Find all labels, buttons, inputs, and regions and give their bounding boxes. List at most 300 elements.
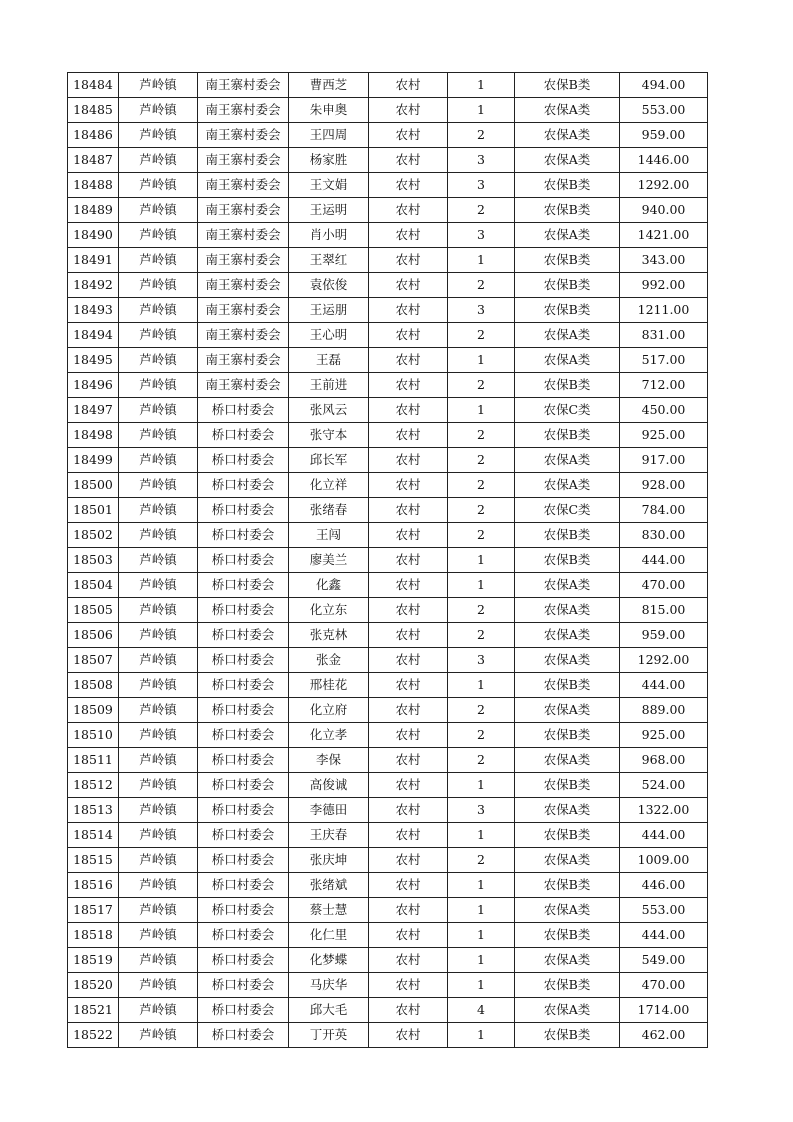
- table-row: [68, 248, 708, 273]
- town-cell: 芦岭镇: [119, 1023, 198, 1048]
- category-cell: 农保B类: [515, 373, 620, 398]
- table-row: [68, 573, 708, 598]
- town-cell: 芦岭镇: [119, 873, 198, 898]
- town-cell: 芦岭镇: [119, 223, 198, 248]
- name-cell: 王文娟: [289, 173, 369, 198]
- village-cell: 桥口村委会: [198, 823, 289, 848]
- amount-cell: 925.00: [620, 723, 708, 748]
- amount-cell: 815.00: [620, 598, 708, 623]
- record-id-cell: 18491: [68, 248, 119, 273]
- area-cell: 农村: [369, 473, 448, 498]
- village-cell: 桥口村委会: [198, 648, 289, 673]
- town-cell: 芦岭镇: [119, 898, 198, 923]
- household-count-cell: 1: [448, 898, 515, 923]
- household-count-cell: 2: [448, 848, 515, 873]
- category-cell: 农保B类: [515, 548, 620, 573]
- category-cell: 农保B类: [515, 1023, 620, 1048]
- category-cell: 农保A类: [515, 223, 620, 248]
- household-count-cell: 1: [448, 673, 515, 698]
- amount-cell: 831.00: [620, 323, 708, 348]
- area-cell: 农村: [369, 748, 448, 773]
- amount-cell: 1009.00: [620, 848, 708, 873]
- area-cell: 农村: [369, 498, 448, 523]
- village-cell: 南王寨村委会: [198, 173, 289, 198]
- table-row: [68, 748, 708, 773]
- category-cell: 农保A类: [515, 748, 620, 773]
- town-cell: 芦岭镇: [119, 823, 198, 848]
- amount-cell: 553.00: [620, 898, 708, 923]
- category-cell: 农保B类: [515, 773, 620, 798]
- table-row: [68, 423, 708, 448]
- village-cell: 桥口村委会: [198, 548, 289, 573]
- record-id-cell: 18494: [68, 323, 119, 348]
- category-cell: 农保A类: [515, 348, 620, 373]
- amount-cell: 1211.00: [620, 298, 708, 323]
- record-id-cell: 18507: [68, 648, 119, 673]
- table-row: [68, 273, 708, 298]
- category-cell: 农保A类: [515, 598, 620, 623]
- amount-cell: 959.00: [620, 623, 708, 648]
- village-cell: 桥口村委会: [198, 698, 289, 723]
- category-cell: 农保A类: [515, 898, 620, 923]
- town-cell: 芦岭镇: [119, 723, 198, 748]
- table-row: [68, 548, 708, 573]
- area-cell: 农村: [369, 348, 448, 373]
- town-cell: 芦岭镇: [119, 298, 198, 323]
- household-count-cell: 2: [448, 323, 515, 348]
- name-cell: 王前进: [289, 373, 369, 398]
- name-cell: 邱长军: [289, 448, 369, 473]
- area-cell: 农村: [369, 723, 448, 748]
- amount-cell: 889.00: [620, 698, 708, 723]
- area-cell: 农村: [369, 998, 448, 1023]
- table-row: [68, 123, 708, 148]
- town-cell: 芦岭镇: [119, 598, 198, 623]
- name-cell: 化梦蝶: [289, 948, 369, 973]
- town-cell: 芦岭镇: [119, 948, 198, 973]
- table-row: [68, 398, 708, 423]
- area-cell: 农村: [369, 773, 448, 798]
- record-id-cell: 18502: [68, 523, 119, 548]
- village-cell: 桥口村委会: [198, 998, 289, 1023]
- category-cell: 农保B类: [515, 923, 620, 948]
- household-count-cell: 4: [448, 998, 515, 1023]
- village-cell: 桥口村委会: [198, 523, 289, 548]
- village-cell: 桥口村委会: [198, 948, 289, 973]
- amount-cell: 1292.00: [620, 173, 708, 198]
- household-count-cell: 3: [448, 298, 515, 323]
- table-row: [68, 898, 708, 923]
- category-cell: 农保A类: [515, 98, 620, 123]
- amount-cell: 444.00: [620, 673, 708, 698]
- amount-cell: 917.00: [620, 448, 708, 473]
- area-cell: 农村: [369, 423, 448, 448]
- record-id-cell: 18493: [68, 298, 119, 323]
- village-cell: 桥口村委会: [198, 398, 289, 423]
- area-cell: 农村: [369, 448, 448, 473]
- record-id-cell: 18492: [68, 273, 119, 298]
- household-count-cell: 2: [448, 448, 515, 473]
- table-row: [68, 673, 708, 698]
- record-id-cell: 18520: [68, 973, 119, 998]
- household-count-cell: 2: [448, 523, 515, 548]
- amount-cell: 549.00: [620, 948, 708, 973]
- area-cell: 农村: [369, 548, 448, 573]
- table-row: [68, 298, 708, 323]
- area-cell: 农村: [369, 173, 448, 198]
- village-cell: 南王寨村委会: [198, 273, 289, 298]
- name-cell: 化立府: [289, 698, 369, 723]
- table-row: [68, 923, 708, 948]
- village-cell: 南王寨村委会: [198, 248, 289, 273]
- household-count-cell: 3: [448, 223, 515, 248]
- area-cell: 农村: [369, 623, 448, 648]
- amount-cell: 940.00: [620, 198, 708, 223]
- table-row: [68, 623, 708, 648]
- village-cell: 南王寨村委会: [198, 98, 289, 123]
- category-cell: 农保A类: [515, 573, 620, 598]
- amount-cell: 1292.00: [620, 648, 708, 673]
- town-cell: 芦岭镇: [119, 248, 198, 273]
- table-row: [68, 973, 708, 998]
- name-cell: 马庆华: [289, 973, 369, 998]
- amount-cell: 925.00: [620, 423, 708, 448]
- area-cell: 农村: [369, 698, 448, 723]
- name-cell: 王庆春: [289, 823, 369, 848]
- table-row: [68, 323, 708, 348]
- name-cell: 王运朋: [289, 298, 369, 323]
- table-row: [68, 823, 708, 848]
- amount-cell: 784.00: [620, 498, 708, 523]
- village-cell: 桥口村委会: [198, 923, 289, 948]
- amount-cell: 830.00: [620, 523, 708, 548]
- name-cell: 王翠红: [289, 248, 369, 273]
- record-id-cell: 18500: [68, 473, 119, 498]
- category-cell: 农保A类: [515, 623, 620, 648]
- town-cell: 芦岭镇: [119, 973, 198, 998]
- area-cell: 农村: [369, 948, 448, 973]
- town-cell: 芦岭镇: [119, 498, 198, 523]
- record-id-cell: 18513: [68, 798, 119, 823]
- village-cell: 桥口村委会: [198, 798, 289, 823]
- category-cell: 农保B类: [515, 173, 620, 198]
- village-cell: 南王寨村委会: [198, 223, 289, 248]
- amount-cell: 992.00: [620, 273, 708, 298]
- record-id-cell: 18489: [68, 198, 119, 223]
- village-cell: 南王寨村委会: [198, 148, 289, 173]
- amount-cell: 494.00: [620, 73, 708, 98]
- table-row: [68, 73, 708, 98]
- category-cell: 农保B类: [515, 823, 620, 848]
- category-cell: 农保A类: [515, 323, 620, 348]
- record-id-cell: 18517: [68, 898, 119, 923]
- area-cell: 农村: [369, 273, 448, 298]
- roster-table: [67, 72, 708, 1048]
- household-count-cell: 2: [448, 423, 515, 448]
- village-cell: 桥口村委会: [198, 623, 289, 648]
- amount-cell: 524.00: [620, 773, 708, 798]
- name-cell: 化立祥: [289, 473, 369, 498]
- amount-cell: 928.00: [620, 473, 708, 498]
- category-cell: 农保B类: [515, 73, 620, 98]
- record-id-cell: 18485: [68, 98, 119, 123]
- area-cell: 农村: [369, 848, 448, 873]
- town-cell: 芦岭镇: [119, 398, 198, 423]
- household-count-cell: 2: [448, 723, 515, 748]
- name-cell: 化立东: [289, 598, 369, 623]
- village-cell: 桥口村委会: [198, 448, 289, 473]
- household-count-cell: 1: [448, 348, 515, 373]
- record-id-cell: 18508: [68, 673, 119, 698]
- name-cell: 朱申奥: [289, 98, 369, 123]
- name-cell: 张金: [289, 648, 369, 673]
- village-cell: 桥口村委会: [198, 423, 289, 448]
- category-cell: 农保A类: [515, 948, 620, 973]
- record-id-cell: 18488: [68, 173, 119, 198]
- category-cell: 农保B类: [515, 673, 620, 698]
- area-cell: 农村: [369, 323, 448, 348]
- amount-cell: 968.00: [620, 748, 708, 773]
- household-count-cell: 3: [448, 173, 515, 198]
- area-cell: 农村: [369, 98, 448, 123]
- table-row: [68, 98, 708, 123]
- town-cell: 芦岭镇: [119, 423, 198, 448]
- town-cell: 芦岭镇: [119, 173, 198, 198]
- area-cell: 农村: [369, 198, 448, 223]
- name-cell: 袁依俊: [289, 273, 369, 298]
- record-id-cell: 18518: [68, 923, 119, 948]
- household-count-cell: 1: [448, 948, 515, 973]
- town-cell: 芦岭镇: [119, 198, 198, 223]
- household-count-cell: 2: [448, 623, 515, 648]
- table-row: [68, 373, 708, 398]
- record-id-cell: 18497: [68, 398, 119, 423]
- name-cell: 邱大毛: [289, 998, 369, 1023]
- household-count-cell: 2: [448, 748, 515, 773]
- category-cell: 农保B类: [515, 973, 620, 998]
- table-row: [68, 348, 708, 373]
- area-cell: 农村: [369, 148, 448, 173]
- area-cell: 农村: [369, 73, 448, 98]
- household-count-cell: 2: [448, 598, 515, 623]
- household-count-cell: 1: [448, 548, 515, 573]
- household-count-cell: 1: [448, 573, 515, 598]
- category-cell: 农保B类: [515, 248, 620, 273]
- category-cell: 农保A类: [515, 848, 620, 873]
- area-cell: 农村: [369, 398, 448, 423]
- village-cell: 桥口村委会: [198, 748, 289, 773]
- area-cell: 农村: [369, 673, 448, 698]
- table-row: [68, 948, 708, 973]
- table-row: [68, 1023, 708, 1048]
- household-count-cell: 1: [448, 973, 515, 998]
- town-cell: 芦岭镇: [119, 473, 198, 498]
- category-cell: 农保A类: [515, 448, 620, 473]
- town-cell: 芦岭镇: [119, 748, 198, 773]
- category-cell: 农保B类: [515, 198, 620, 223]
- amount-cell: 1421.00: [620, 223, 708, 248]
- table-row: [68, 848, 708, 873]
- record-id-cell: 18522: [68, 1023, 119, 1048]
- amount-cell: 343.00: [620, 248, 708, 273]
- amount-cell: 470.00: [620, 973, 708, 998]
- record-id-cell: 18519: [68, 948, 119, 973]
- household-count-cell: 3: [448, 648, 515, 673]
- name-cell: 化鑫: [289, 573, 369, 598]
- area-cell: 农村: [369, 373, 448, 398]
- amount-cell: 470.00: [620, 573, 708, 598]
- record-id-cell: 18486: [68, 123, 119, 148]
- area-cell: 农村: [369, 298, 448, 323]
- household-count-cell: 2: [448, 698, 515, 723]
- village-cell: 南王寨村委会: [198, 373, 289, 398]
- household-count-cell: 1: [448, 773, 515, 798]
- household-count-cell: 2: [448, 123, 515, 148]
- village-cell: 桥口村委会: [198, 573, 289, 598]
- area-cell: 农村: [369, 598, 448, 623]
- name-cell: 王磊: [289, 348, 369, 373]
- record-id-cell: 18499: [68, 448, 119, 473]
- village-cell: 桥口村委会: [198, 473, 289, 498]
- record-id-cell: 18511: [68, 748, 119, 773]
- area-cell: 农村: [369, 523, 448, 548]
- household-count-cell: 1: [448, 73, 515, 98]
- category-cell: 农保A类: [515, 148, 620, 173]
- category-cell: 农保B类: [515, 273, 620, 298]
- name-cell: 杨家胜: [289, 148, 369, 173]
- area-cell: 农村: [369, 248, 448, 273]
- name-cell: 张绪春: [289, 498, 369, 523]
- town-cell: 芦岭镇: [119, 773, 198, 798]
- town-cell: 芦岭镇: [119, 848, 198, 873]
- village-cell: 南王寨村委会: [198, 348, 289, 373]
- village-cell: 桥口村委会: [198, 898, 289, 923]
- area-cell: 农村: [369, 648, 448, 673]
- household-count-cell: 2: [448, 498, 515, 523]
- record-id-cell: 18498: [68, 423, 119, 448]
- name-cell: 曹西芝: [289, 73, 369, 98]
- household-count-cell: 1: [448, 98, 515, 123]
- area-cell: 农村: [369, 898, 448, 923]
- name-cell: 王心明: [289, 323, 369, 348]
- amount-cell: 444.00: [620, 823, 708, 848]
- amount-cell: 462.00: [620, 1023, 708, 1048]
- name-cell: 张克林: [289, 623, 369, 648]
- name-cell: 李保: [289, 748, 369, 773]
- table-row: [68, 173, 708, 198]
- record-id-cell: 18487: [68, 148, 119, 173]
- village-cell: 桥口村委会: [198, 973, 289, 998]
- category-cell: 农保A类: [515, 123, 620, 148]
- town-cell: 芦岭镇: [119, 673, 198, 698]
- amount-cell: 444.00: [620, 923, 708, 948]
- name-cell: 张庆坤: [289, 848, 369, 873]
- table-row: [68, 873, 708, 898]
- name-cell: 王闯: [289, 523, 369, 548]
- category-cell: 农保C类: [515, 498, 620, 523]
- area-cell: 农村: [369, 973, 448, 998]
- household-count-cell: 1: [448, 923, 515, 948]
- area-cell: 农村: [369, 798, 448, 823]
- table-row: [68, 148, 708, 173]
- category-cell: 农保A类: [515, 798, 620, 823]
- category-cell: 农保B类: [515, 523, 620, 548]
- amount-cell: 553.00: [620, 98, 708, 123]
- record-id-cell: 18505: [68, 598, 119, 623]
- household-count-cell: 1: [448, 248, 515, 273]
- record-id-cell: 18490: [68, 223, 119, 248]
- area-cell: 农村: [369, 573, 448, 598]
- name-cell: 邢桂花: [289, 673, 369, 698]
- area-cell: 农村: [369, 1023, 448, 1048]
- category-cell: 农保A类: [515, 648, 620, 673]
- table-row: [68, 723, 708, 748]
- name-cell: 张绪斌: [289, 873, 369, 898]
- town-cell: 芦岭镇: [119, 998, 198, 1023]
- name-cell: 廖美兰: [289, 548, 369, 573]
- village-cell: 南王寨村委会: [198, 123, 289, 148]
- town-cell: 芦岭镇: [119, 348, 198, 373]
- record-id-cell: 18504: [68, 573, 119, 598]
- amount-cell: 444.00: [620, 548, 708, 573]
- category-cell: 农保C类: [515, 398, 620, 423]
- name-cell: 肖小明: [289, 223, 369, 248]
- village-cell: 桥口村委会: [198, 873, 289, 898]
- table-row: [68, 523, 708, 548]
- town-cell: 芦岭镇: [119, 548, 198, 573]
- village-cell: 桥口村委会: [198, 848, 289, 873]
- table-row: [68, 648, 708, 673]
- record-id-cell: 18514: [68, 823, 119, 848]
- village-cell: 南王寨村委会: [198, 298, 289, 323]
- village-cell: 南王寨村委会: [198, 73, 289, 98]
- record-id-cell: 18521: [68, 998, 119, 1023]
- town-cell: 芦岭镇: [119, 923, 198, 948]
- area-cell: 农村: [369, 873, 448, 898]
- area-cell: 农村: [369, 923, 448, 948]
- amount-cell: 446.00: [620, 873, 708, 898]
- household-count-cell: 3: [448, 148, 515, 173]
- table-row: [68, 473, 708, 498]
- name-cell: 高俊诚: [289, 773, 369, 798]
- table-row: [68, 498, 708, 523]
- household-count-cell: 2: [448, 273, 515, 298]
- town-cell: 芦岭镇: [119, 323, 198, 348]
- amount-cell: 1322.00: [620, 798, 708, 823]
- table-row: [68, 798, 708, 823]
- table-row: [68, 773, 708, 798]
- record-id-cell: 18506: [68, 623, 119, 648]
- record-id-cell: 18484: [68, 73, 119, 98]
- amount-cell: 1714.00: [620, 998, 708, 1023]
- town-cell: 芦岭镇: [119, 648, 198, 673]
- record-id-cell: 18496: [68, 373, 119, 398]
- category-cell: 农保A类: [515, 998, 620, 1023]
- town-cell: 芦岭镇: [119, 373, 198, 398]
- village-cell: 桥口村委会: [198, 773, 289, 798]
- household-count-cell: 1: [448, 1023, 515, 1048]
- category-cell: 农保A类: [515, 473, 620, 498]
- town-cell: 芦岭镇: [119, 273, 198, 298]
- village-cell: 桥口村委会: [198, 673, 289, 698]
- table-row: [68, 198, 708, 223]
- record-id-cell: 18512: [68, 773, 119, 798]
- town-cell: 芦岭镇: [119, 573, 198, 598]
- village-cell: 桥口村委会: [198, 723, 289, 748]
- record-id-cell: 18501: [68, 498, 119, 523]
- table-row: [68, 698, 708, 723]
- town-cell: 芦岭镇: [119, 448, 198, 473]
